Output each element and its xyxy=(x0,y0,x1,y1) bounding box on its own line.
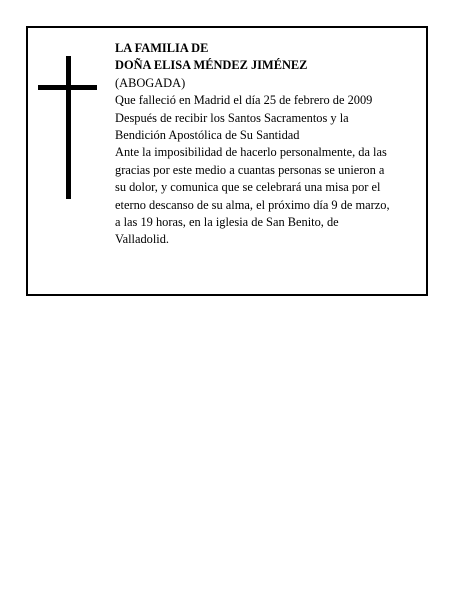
notice-body-line: gracias por este medio a cuantas personas se unieron a xyxy=(115,162,385,177)
notice-death-date: Que falleció en Madrid el día 25 de febrero de 2009 xyxy=(115,93,373,108)
notice-body-line: eterno descanso de su alma, el próximo día 9 de marzo, xyxy=(115,197,390,212)
notice-body-line: Valladolid. xyxy=(115,232,170,247)
cross-vertical-bar xyxy=(66,56,71,199)
obituary-notice xyxy=(26,26,428,296)
cross-horizontal-bar xyxy=(38,85,97,90)
notice-text xyxy=(115,40,420,249)
notice-heading-family: LA FAMILIA DE xyxy=(115,41,209,55)
notice-heading-name: DOÑA ELISA MÉNDEZ JIMÉNEZ xyxy=(115,58,308,73)
notice-sacraments-line-1: Después de recibir los Santos Sacramentos y la xyxy=(115,110,349,125)
notice-sacraments-line-2: Bendición Apostólica de Su Santidad xyxy=(115,128,300,143)
notice-body-line: Ante la imposibilidad de hacerlo personalmente, da las xyxy=(115,145,387,160)
notice-body-line: a las 19 horas, en la iglesia de San Benito, de xyxy=(115,215,339,230)
notice-body-line: su dolor, y comunica que se celebrará una misa por el xyxy=(115,180,381,195)
notice-profession: (ABOGADA) xyxy=(115,75,186,90)
